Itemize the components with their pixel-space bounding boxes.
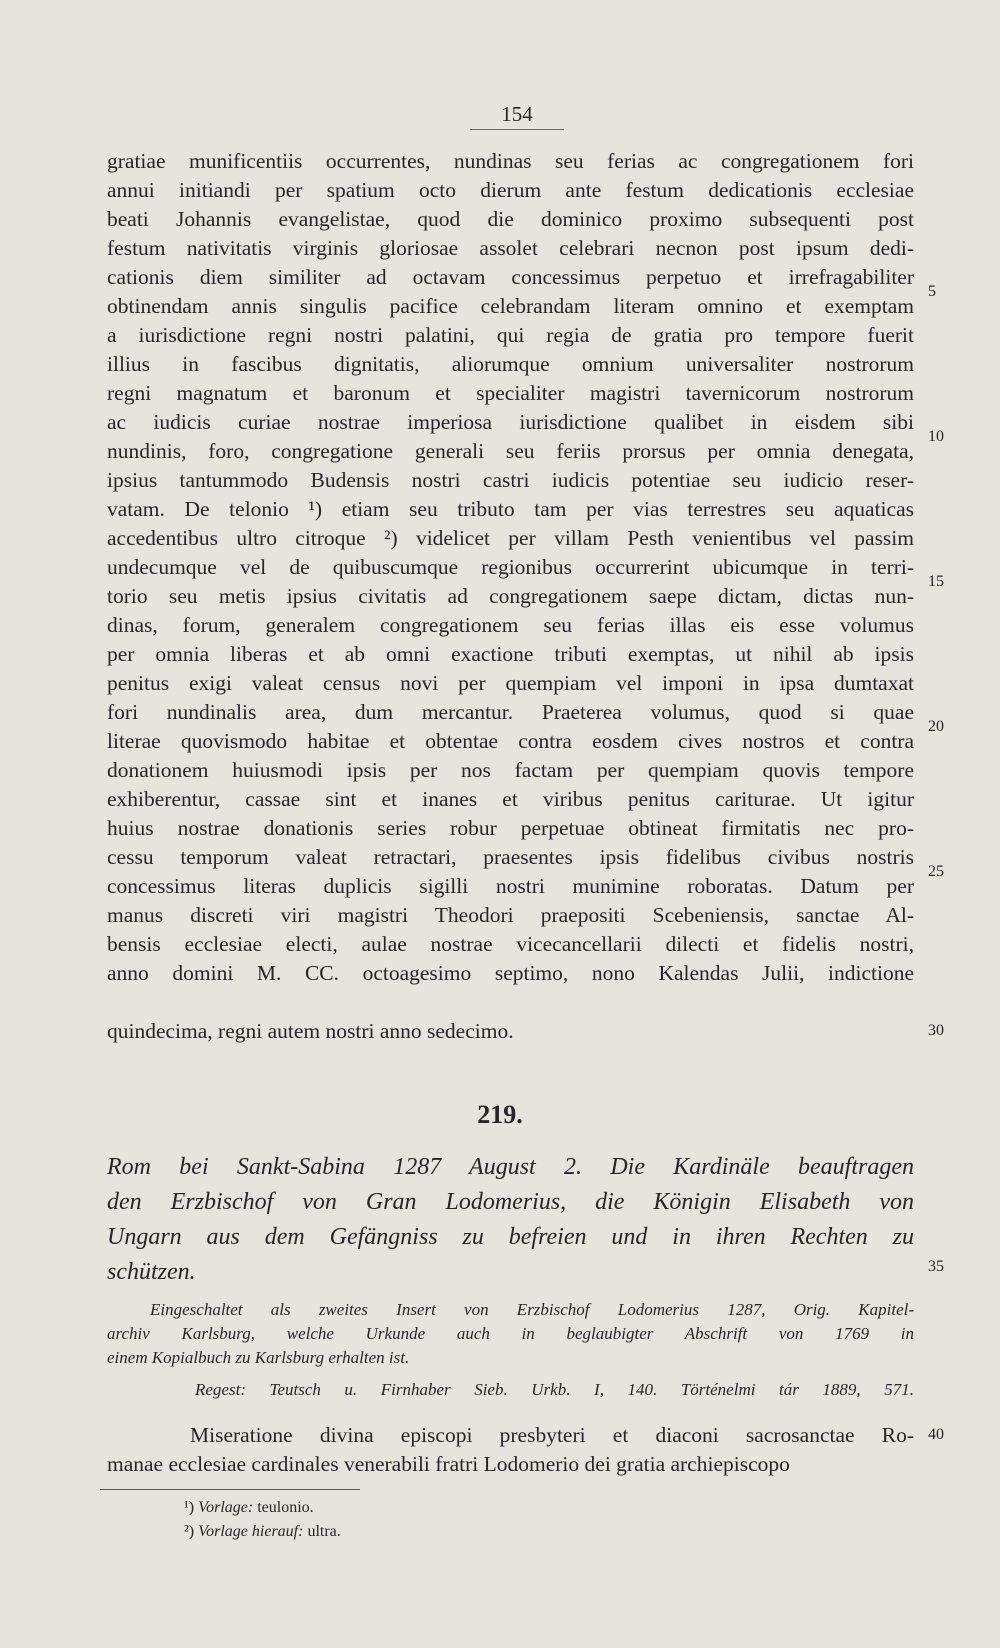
text-line: quindecima, regni autem nostri anno sedecimo. [107,1019,514,1043]
heading-line: Rom bei Sankt-Sabina 1287 August 2. Die Kardinäle beauftragen [107,1154,914,1180]
note-line: archiv Karlsburg, welche Urkunde auch in beglaubigter Abschrift von 1769 in [107,1324,914,1343]
text-line: illius in fascibus dignitatis, aliorumque omnium universaliter nostrorum [107,352,914,376]
text-line: concessimus literas duplicis sigilli nostri munimine roboratas. Datum per [107,874,914,898]
line-number: 15 [928,573,944,590]
line-number: 5 [928,283,936,300]
line-number: 10 [928,428,944,445]
footnote-label: Vorlage hierauf: [198,1523,304,1540]
text-line: fori nundinalis area, dum mercantur. Praeterea volumus, quod si quae [107,700,914,724]
text-line: ac iudicis curiae nostrae imperiosa iurisdictione qualibet in eisdem sibi [107,410,914,434]
document-number: 219. [477,1100,523,1129]
text-line: Miseratione divina episcopi presbyteri et diaconi sacrosanctae Ro- [190,1423,914,1447]
text-line: manae ecclesiae cardinales venerabili fratri Lodomerio dei gratia archiepiscopo [107,1452,790,1476]
text-line: bensis ecclesiae electi, aulae nostrae vicecancellarii dilecti et fidelis nostri, [107,932,914,956]
text-line: festum nativitatis virginis gloriosae assolet celebrari necnon post ipsum dedi- [107,236,914,260]
text-line: ipsius tantummodo Budensis nostri castri iudicis potentiae seu iudicio reser- [107,468,914,492]
text-line: anno domini M. CC. octoagesimo septimo, nono Kalendas Julii, indictione [107,961,914,985]
footnote-mark: ²) [184,1523,195,1540]
line-number: 20 [928,718,944,735]
text-line: undecumque vel de quibuscumque regionibus occurrerint ubicumque in terri- [107,555,914,579]
text-line: cationis diem similiter ad octavam concessimus perpetuo et irrefragabiliter [107,265,914,289]
page-number: 154 [470,102,564,130]
heading-line: schützen. [107,1259,196,1285]
text-line: penitus exigi valeat census novi per quempiam vel imponi in ipsa dumtaxat [107,671,914,695]
footnote-mark: ¹) [184,1499,195,1516]
text-line: obtinendam annis singulis pacifice celebrandam literam omnino et exemptam [107,294,914,318]
text-line: cessu temporum valeat retractari, praesentes ipsis fidelibus civibus nostris [107,845,914,869]
note-line: Eingeschaltet als zweites Insert von Erzbischof Lodomerius 1287, Orig. Kapitel- [150,1300,914,1319]
text-line: literae quovismodo habitae et obtentae contra eosdem cives nostros et contra [107,729,914,753]
line-number: 35 [928,1258,944,1275]
footnote [184,1521,341,1543]
text-line: manus discreti viri magistri Theodori praepositi Scebeniensis, sanctae Al- [107,903,914,927]
text-line: huius nostrae donationis series robur perpetuae obtineat firmitatis nec pro- [107,816,914,840]
line-number: 30 [928,1022,944,1039]
footnote [184,1497,314,1519]
line-number: 25 [928,863,944,880]
footnote-divider [100,1489,360,1490]
text-line: dinas, forum, generalem congregationem seu ferias illas eis esse volumus [107,613,914,637]
text-line: donationem huiusmodi ipsis per nos factam per quempiam quovis tempore [107,758,914,782]
text-line: per omnia liberas et ab omni exactione tributi exemptas, ut nihil ab ipsis [107,642,914,666]
note-line: einem Kopialbuch zu Karlsburg erhalten ist. [107,1348,410,1367]
text-line: exhiberentur, cassae sint et inanes et viribus penitus cariturae. Ut igitur [107,787,914,811]
text-line: accedentibus ultro citroque ²) videlicet per villam Pesth venientibus vel passim [107,526,914,550]
text-line: gratiae munificentiis occurrentes, nundinas seu ferias ac congregationem fori [107,149,914,173]
text-line: beati Johannis evangelistae, quod die dominico proximo subsequenti post [107,207,914,231]
footnote-text: teulonio. [257,1499,314,1516]
regest-reference: Regest: Teutsch u. Firnhaber Sieb. Urkb. I, 140. Történelmi tár 1889, 571. [195,1380,914,1399]
footnote-label: Vorlage: [198,1499,254,1516]
footnote-text: ultra. [307,1523,341,1540]
text-line: a iurisdictione regni nostri palatini, qui regia de gratia pro tempore fuerit [107,323,914,347]
text-line: vatam. De telonio ¹) etiam seu tributo tam per vias terrestres seu aquaticas [107,497,914,521]
text-line: nundinis, foro, congregatione generali seu feriis prorsus per omnia denegata, [107,439,914,463]
line-number: 40 [928,1426,944,1443]
heading-line: Ungarn aus dem Gefängniss zu befreien und in ihren Rechten zu [107,1224,914,1250]
text-line: torio seu metis ipsius civitatis ad congregationem saepe dictam, dictas nun- [107,584,914,608]
heading-line: den Erzbischof von Gran Lodomerius, die Königin Elisabeth von [107,1189,914,1215]
text-line: regni magnatum et baronum et specialiter magistri tavernicorum nostrorum [107,381,914,405]
text-line: annui initiandi per spatium octo dierum ante festum dedicationis ecclesiae [107,178,914,202]
